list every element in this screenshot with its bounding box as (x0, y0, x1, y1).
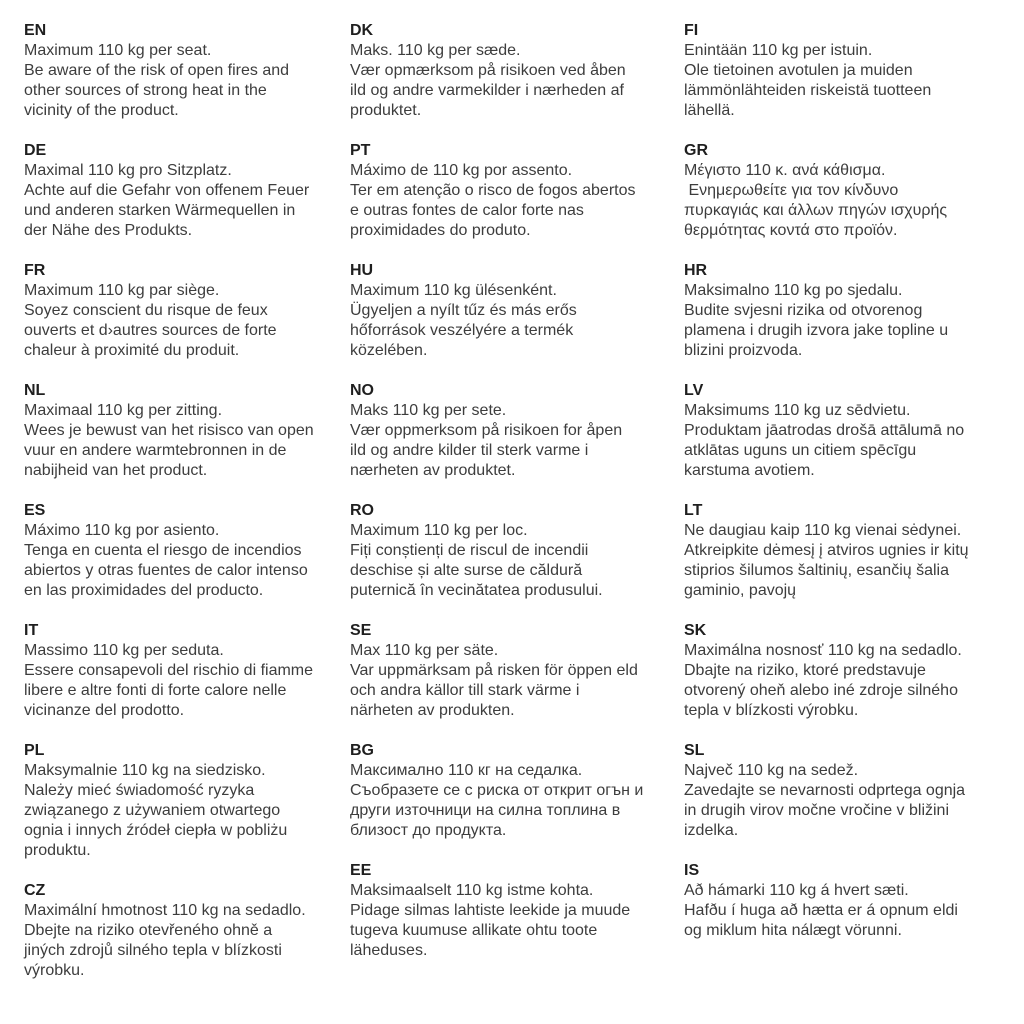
text-line: közelében. (350, 342, 428, 359)
text-line: produktu. (24, 842, 91, 859)
text-line: Produktam jāatrodas drošā attālumā no (684, 422, 965, 439)
text-line: Ügyeljen a nyílt tűz és más erős (350, 302, 577, 319)
lang-section-is (684, 861, 1024, 941)
language-code: HU (350, 262, 374, 279)
lang-section-es (24, 501, 350, 601)
language-code: SL (684, 742, 705, 759)
text-line: other sources of strong heat in the (24, 82, 267, 99)
language-code: GR (684, 142, 708, 159)
text-line: výrobku. (24, 962, 85, 979)
text-line: Maximálna nosnosť 110 kg na sedadlo. (684, 642, 962, 659)
text-line: plamena i drugih izvora jake topline u (684, 322, 949, 339)
text-line: Maximum 110 kg par siège. (24, 282, 220, 299)
text-line: Máximo de 110 kg por assento. (350, 162, 573, 179)
text-line: libere e altre fonti di forte calore nelle (24, 682, 287, 699)
text-line: Hafðu í huga að hætta er á opnum eldi (684, 902, 958, 919)
text-line: Ter em atenção o risco de fogos abertos (350, 182, 636, 199)
lang-section-se (350, 621, 684, 721)
text-line: deschise și alte surse de căldură (350, 562, 583, 579)
text-line: nærheten av produktet. (350, 462, 516, 479)
text-line: związanego z używaniem otwartego (24, 802, 281, 819)
text-line: Massimo 110 kg per seduta. (24, 642, 224, 659)
lang-section-en (24, 21, 350, 121)
text-line: Ενημερωθείτε για τον κίνδυνο (684, 182, 899, 199)
lang-section-sl (684, 741, 1024, 841)
text-line: stiprios šilumos šaltinių, esančių šalia (684, 562, 949, 579)
language-code: CZ (24, 882, 46, 899)
lang-section-pl (24, 741, 350, 861)
text-line: karstuma avotiem. (684, 462, 815, 479)
text-line: in drugih virov močne vročine v bližini (684, 802, 949, 819)
text-line: Максимално 110 кг на седалка. (350, 762, 583, 779)
text-line: Atkreipkite dėmesį į atviros ugnies ir kitų (684, 542, 969, 559)
lang-section-lt (684, 501, 1024, 601)
text-line: jiných zdrojů silného tepla v blízkosti (24, 942, 282, 959)
text-line: Maksimums 110 kg uz sēdvietu. (684, 402, 911, 419)
text-line: други източници на силна топлина в (350, 802, 621, 819)
text-line: nabijheid van het product. (24, 462, 208, 479)
text-line: Maximum 110 kg per loc. (350, 522, 528, 539)
text-line: blizini proizvoda. (684, 342, 803, 359)
text-line: och andra källor till stark värme i (350, 682, 580, 699)
text-line: e outras fontes de calor forte nas (350, 202, 584, 219)
text-line: Að hámarki 110 kg á hvert sæti. (684, 882, 909, 899)
lang-section-ro (350, 501, 684, 601)
text-line: Enintään 110 kg per istuin. (684, 42, 873, 59)
lang-section-hr (684, 261, 1024, 361)
lang-section-hu (350, 261, 684, 361)
language-code: PL (24, 742, 45, 759)
text-line: en las proximidades del producto. (24, 582, 264, 599)
text-line: Wees je bewust van het risisco van open (24, 422, 314, 439)
lang-section-fi (684, 21, 1024, 121)
language-code: RO (350, 502, 374, 519)
language-code: HR (684, 262, 708, 279)
language-code: NO (350, 382, 374, 399)
language-code: LT (684, 502, 703, 519)
text-line: Maks 110 kg per sete. (350, 402, 507, 419)
language-code: IS (684, 862, 700, 879)
text-line: lähellä. (684, 102, 735, 119)
lang-section-bg (350, 741, 684, 841)
text-line: Maximum 110 kg per seat. (24, 42, 212, 59)
text-line: Fiți conștienți de riscul de incendii (350, 542, 589, 559)
text-line: Essere consapevoli del rischio di fiamme (24, 662, 314, 679)
text-line: Zavedajte se nevarnosti odprtega ognja (684, 782, 966, 799)
text-line: tepla v blízkosti výrobku. (684, 702, 859, 719)
lang-section-ee (350, 861, 684, 961)
lang-section-fr (24, 261, 350, 361)
text-line: Μέγιστο 110 κ. ανά κάθισμα. (684, 162, 886, 179)
text-line: ild og andre kilder til sterk varme i (350, 442, 589, 459)
language-code: SE (350, 622, 372, 639)
column-left (24, 21, 350, 1001)
text-line: Maximaal 110 kg per zitting. (24, 402, 223, 419)
text-line: Maximum 110 kg ülésenként. (350, 282, 557, 299)
column-middle (350, 21, 684, 1001)
text-line: vicinanze del prodotto. (24, 702, 185, 719)
text-line: Be aware of the risk of open fires and (24, 62, 290, 79)
text-line: abiertos y otras fuentes de calor intenso (24, 562, 308, 579)
text-line: otvorený oheň alebo iné zdroje silného (684, 682, 958, 699)
text-line: πυρκαγιάς και άλλων πηγών ισχυρής (684, 202, 948, 219)
language-code: FR (24, 262, 46, 279)
text-line: Ne daugiau kaip 110 kg vienai sėdynei. (684, 522, 962, 539)
lang-section-it (24, 621, 350, 721)
language-code: LV (684, 382, 704, 399)
text-line: Maksimaalselt 110 kg istme kohta. (350, 882, 594, 899)
text-line: ild og andre varmekilder i nærheden af (350, 82, 624, 99)
text-line: proximidades do produto. (350, 222, 531, 239)
text-line: tugeva kuumuse allikate ohtu toote (350, 922, 598, 939)
text-line: Največ 110 kg na sedež. (684, 762, 859, 779)
lang-section-gr (684, 141, 1024, 241)
lang-section-cz (24, 881, 350, 981)
language-code: BG (350, 742, 374, 759)
language-code: EE (350, 862, 372, 879)
lang-section-dk (350, 21, 684, 121)
lang-section-no (350, 381, 684, 481)
text-line: der Nähe des Produkts. (24, 222, 193, 239)
text-line: läheduses. (350, 942, 428, 959)
text-line: Dbejte na riziko otevřeného ohně a (24, 922, 273, 939)
text-line: Soyez conscient du risque de feux (24, 302, 268, 319)
lang-section-lv (684, 381, 1024, 481)
language-code: EN (24, 22, 47, 39)
text-line: ouverts et d›autres sources de forte (24, 322, 277, 339)
text-line: Maksymalnie 110 kg na siedzisko. (24, 762, 266, 779)
text-line: puternică în vecinătatea produsului. (350, 582, 603, 599)
text-line: gaminio, pavojų (684, 582, 797, 599)
text-line: θερμότητας κοντά στο προϊόν. (684, 222, 898, 239)
language-code: FI (684, 22, 699, 39)
text-line: produktet. (350, 102, 422, 119)
text-line: und anderen starken Wärmequellen in (24, 202, 296, 219)
language-code: PT (350, 142, 371, 159)
text-line: Var uppmärksam på risken för öppen eld (350, 662, 638, 679)
text-line: vicinity of the product. (24, 102, 179, 119)
text-line: närheten av produkten. (350, 702, 515, 719)
language-code: ES (24, 502, 46, 519)
text-line: Máximo 110 kg por asiento. (24, 522, 220, 539)
text-line: atklātas uguns un citiem spēcīgu (684, 442, 917, 459)
lang-section-nl (24, 381, 350, 481)
text-line: Vær oppmerksom på risikoen for åpen (350, 422, 623, 439)
text-line: Ole tietoinen avotulen ja muiden (684, 62, 913, 79)
text-line: chaleur à proximité du produit. (24, 342, 240, 359)
text-line: vuur en andere warmtebronnen in de (24, 442, 287, 459)
lang-section-pt (350, 141, 684, 241)
text-line: Vær opmærksom på risikoen ved åben (350, 62, 626, 79)
text-line: Achte auf die Gefahr von offenem Feuer (24, 182, 310, 199)
language-code: DK (350, 22, 374, 39)
text-line: Pidage silmas lahtiste leekide ja muude (350, 902, 631, 919)
text-line: Maximální hmotnost 110 kg na sedadlo. (24, 902, 306, 919)
text-line: Należy mieć świadomość ryzyka (24, 782, 255, 799)
text-line: Съобразете се с риска от открит огън и (350, 782, 644, 799)
language-code: IT (24, 622, 39, 639)
language-code: SK (684, 622, 707, 639)
text-line: близост до продукта. (350, 822, 507, 839)
lang-section-de (24, 141, 350, 241)
text-line: Dbajte na riziko, ktoré predstavuje (684, 662, 926, 679)
text-line: Budite svjesni rizika od otvorenog (684, 302, 923, 319)
language-code: DE (24, 142, 47, 159)
language-code: NL (24, 382, 46, 399)
text-line: Maks. 110 kg per sæde. (350, 42, 521, 59)
text-line: Maksimalno 110 kg po sjedalu. (684, 282, 903, 299)
text-line: hőforrások veszélyére a termék (350, 322, 574, 339)
column-right (684, 21, 1024, 1001)
text-line: lämmönlähteiden riskeistä tuotteen (684, 82, 932, 99)
text-line: og miklum hita nálægt vörunni. (684, 922, 902, 939)
text-line: Tenga en cuenta el riesgo de incendios (24, 542, 302, 559)
text-line: Maximal 110 kg pro Sitzplatz. (24, 162, 232, 179)
text-line: Max 110 kg per säte. (350, 642, 499, 659)
text-line: izdelka. (684, 822, 739, 839)
lang-section-sk (684, 621, 1024, 721)
text-line: ognia i innych źródeł ciepła w pobliżu (24, 822, 288, 839)
